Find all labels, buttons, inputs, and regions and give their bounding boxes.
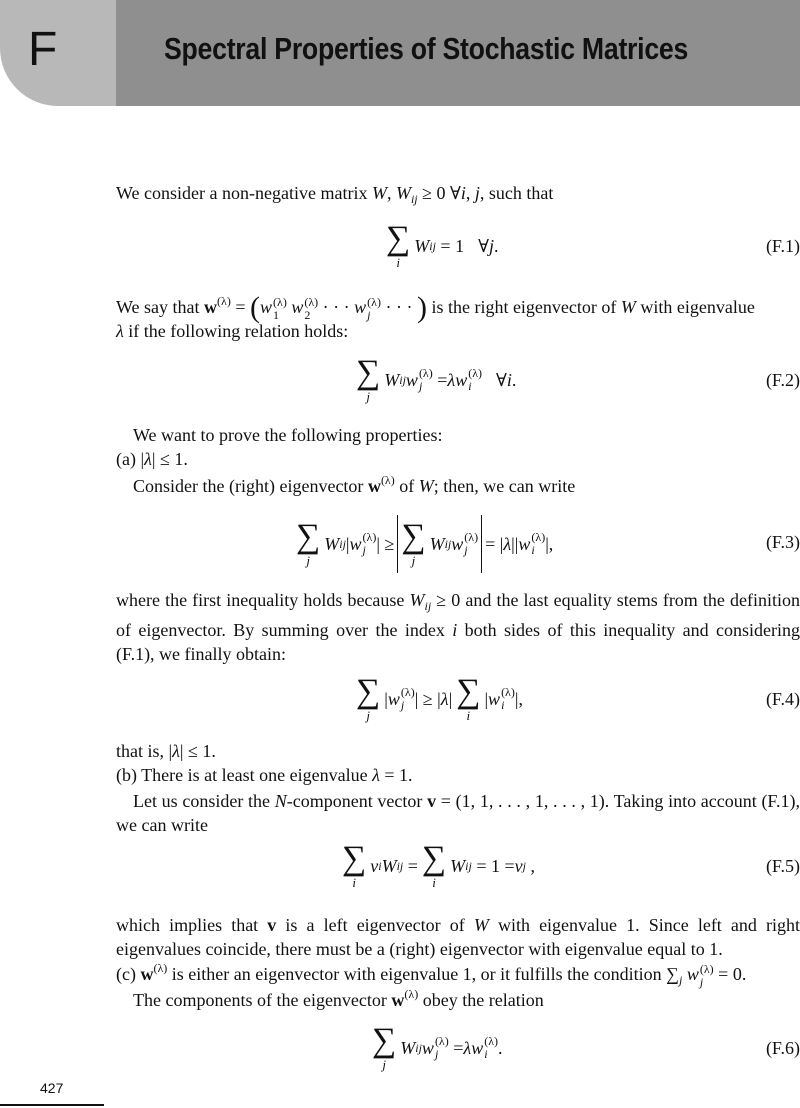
intro-line: We consider a non-negative matrix W, $W_{ij} \ge 0$ ∀i, j, such that — [116, 183, 554, 206]
equation-f4: ∑ j | w (λ) j | ≥ | λ | ∑ i | w (λ) i |, (F.4) — [356, 673, 800, 723]
chapter-header-bar — [116, 0, 800, 106]
equation-number: (F.6) — [765, 1038, 800, 1058]
equation-f3: ∑ j W ij | w (λ) j | ≥ ∑ j W ij w (λ) j = | λ || w (λ) i |, (F.3) — [116, 516, 800, 578]
equation-f1: ∑ i W ij = 1 ∀ j . (F.1) — [386, 220, 800, 270]
consider-b-paragraph: Let us consider the N-component vector v = (1, 1, . . . , 1, . . . , 1). Taking into account (F.1), we can write — [116, 791, 800, 835]
equation-f6: ∑ j W ij w (λ) j = λw (λ) i . (F.6) — [372, 1022, 800, 1072]
footer-rule — [0, 1104, 104, 1106]
after-f3-paragraph: where the first inequality holds because $W_{ij} \ge 0$ and the last equality stems from the definition of eigenvector. By summing over the index i both sides of this inequality and considering (F.1), we finally obtain: — [116, 590, 800, 664]
that-is-line: that is, |λ| ≤ 1. — [116, 741, 216, 761]
page-number: 427 — [40, 1080, 64, 1096]
equation-number: (F.1) — [765, 236, 800, 256]
after-f5-paragraph: which implies that v is a left eigenvector of W with eigenvalue 1. Since left and right eigenvalues coincide, there must be a (right) eigenvector with eigenvalue equal to 1. — [116, 915, 800, 959]
equation-f2: ∑ j W ij w (λ) j = λw (λ) i ∀ i . (F.2) — [356, 354, 800, 404]
components-line: The components of the eigenvector $w^{(\lambda)}$ obey the relation — [133, 987, 544, 1010]
property-a: (a) |λ| ≤ 1. — [116, 449, 188, 469]
equation-f5: ∑ i v i W ij = ∑ i W ij = 1 = v j , (F.5) — [342, 840, 800, 890]
chapter-title: Spectral Properties of Stochastic Matrices — [164, 31, 689, 66]
eigenvector-definition-line: We say that $w^{(\lambda)} = (w$ (λ) 1 w (λ) 2 · · · w (λ) j · · · ) is the right eigenvector of W with eigenvalue — [116, 291, 755, 324]
equation-number: (F.3) — [765, 532, 800, 552]
consider-a-line: Consider the (right) eigenvector $w^{(\lambda)}$ of W; then, we can write — [133, 473, 576, 496]
property-b: (b) There is at least one eigenvalue λ = 1. — [116, 765, 413, 785]
prove-intro: We want to prove the following properties: — [133, 425, 443, 445]
equation-number: (F.5) — [765, 856, 800, 876]
appendix-letter: F — [28, 23, 58, 76]
equation-number: (F.4) — [765, 689, 800, 709]
chapter-tab — [0, 0, 130, 106]
equation-number: (F.2) — [765, 370, 800, 390]
eigenvector-definition-line-2: λ if the following relation holds: — [116, 321, 349, 341]
property-c: (c) $w^{(\lambda)}$ is either an eigenvector with eigenvalue 1, or it fulfills the condition $\sum_j$ w (λ) j = 0. — [116, 961, 747, 989]
